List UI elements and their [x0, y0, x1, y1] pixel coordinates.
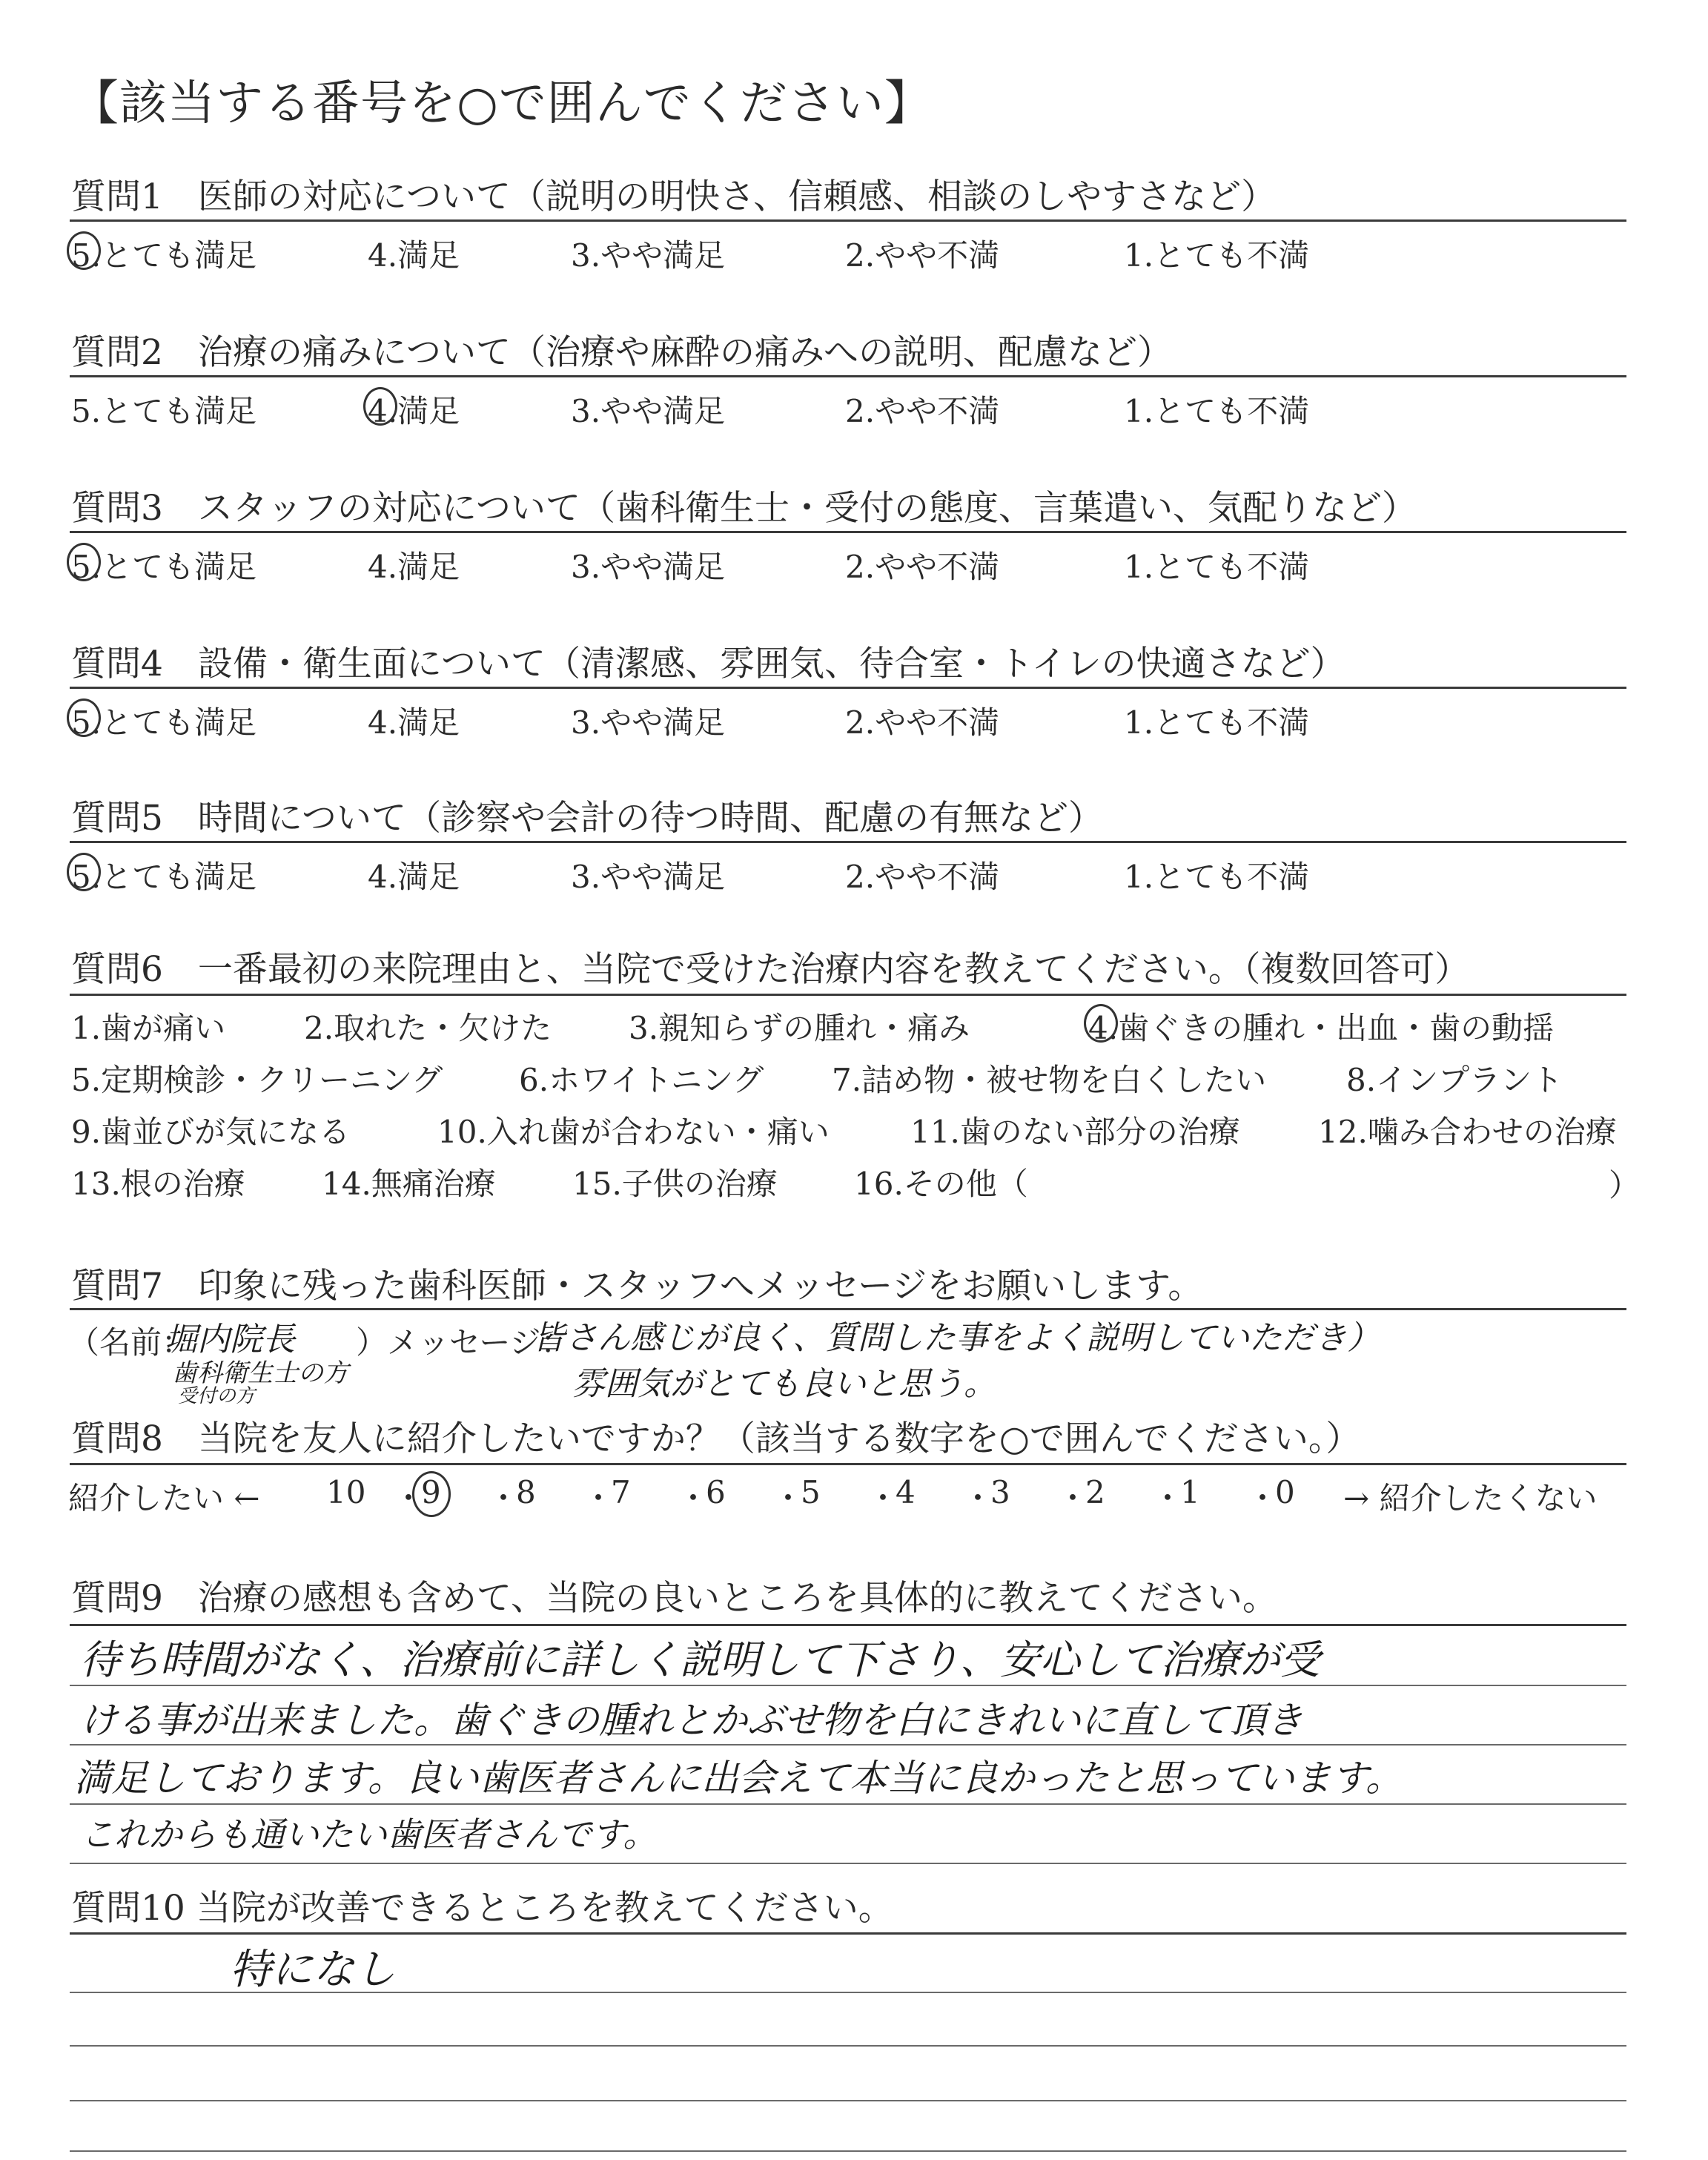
- selection-circle: [67, 543, 101, 581]
- q8-scale-separator: ・: [583, 1480, 615, 1516]
- q6-option-3[interactable]: 3.親知らずの腫れ・痛み: [629, 1010, 970, 1046]
- q8-scale-1[interactable]: 1: [1180, 1474, 1200, 1510]
- q8-scale-separator: ・: [867, 1480, 899, 1516]
- q9-answer-line-1: 待ち時間がなく、治療前に詳しく説明して下さり、安心して治療が受: [80, 1636, 1320, 1683]
- q8-scale-5[interactable]: 5: [801, 1474, 821, 1510]
- q8-scale-separator: ・: [962, 1480, 994, 1516]
- q4-option-1[interactable]: 1.とても不満: [1124, 704, 1310, 741]
- q7-message-line1: 皆さん感じが良く、質問した事をよく説明していただき）: [532, 1319, 1380, 1357]
- q2-heading: 質問2 治療の痛みについて（治療や麻酔の痛みへの説明、配慮など）: [71, 332, 1173, 373]
- q4-option-2[interactable]: 2.やや不満: [845, 704, 1000, 741]
- q10-rule-2: [70, 2045, 1626, 2047]
- q10-rule-4: [70, 2150, 1626, 2152]
- q9-answer-line-4: これからも通いたい歯医者さんです。: [80, 1814, 658, 1855]
- q9-answer-line-3: 満足しております。良い歯医者さんに出会えて本当に良かったと思っています。: [74, 1757, 1403, 1800]
- q10-underline: [70, 1932, 1626, 1935]
- q1-option-2[interactable]: 2.やや不満: [845, 237, 1000, 274]
- q8-right-label: → 紹介したくない: [1343, 1480, 1598, 1516]
- q3-option-1[interactable]: 1.とても不満: [1124, 549, 1310, 585]
- q7-name-value: 堀内院長: [165, 1321, 295, 1358]
- q7-message-label: ）メッセージ：: [356, 1324, 572, 1361]
- q8-scale-7[interactable]: 7: [611, 1474, 631, 1510]
- q1-option-1[interactable]: 1.とても不満: [1124, 237, 1310, 274]
- q8-heading: 質問8 当院を友人に紹介したいですか？（該当する数字を○で囲んでください。）: [71, 1418, 1361, 1459]
- q8-scale-separator: ・: [488, 1480, 520, 1516]
- q8-scale-2[interactable]: 2: [1085, 1474, 1105, 1510]
- q5-option-3[interactable]: 3.やや満足: [571, 859, 726, 895]
- q6-option-4[interactable]: 4.歯ぐきの腫れ・出血・歯の動揺: [1088, 1010, 1555, 1046]
- q5-option-4[interactable]: 4.満足: [368, 859, 460, 895]
- q6-heading: 質問6 一番最初の来院理由と、当院で受けた治療内容を教えてください。（複数回答可）: [71, 949, 1470, 990]
- q8-scale-6[interactable]: 6: [706, 1474, 726, 1510]
- q9-heading: 質問9 治療の感想も含めて、当院の良いところを具体的に教えてください。: [71, 1578, 1277, 1619]
- q1-underline: [70, 219, 1626, 222]
- q8-scale-8[interactable]: 8: [516, 1474, 536, 1510]
- selection-circle: [363, 387, 397, 426]
- q9-answer-line-2: ける事が出来ました。歯ぐきの腫れとかぶせ物を白にきれいに直して頂き: [80, 1699, 1303, 1742]
- q10-rule-1: [70, 1992, 1626, 1993]
- q7-name-value2: 歯科衛生士の方: [172, 1358, 348, 1388]
- selection-circle: [1084, 1004, 1118, 1043]
- q1-option-5[interactable]: 5.とても満足: [71, 237, 257, 274]
- q2-option-3[interactable]: 3.やや満足: [571, 393, 726, 429]
- q6-option-6[interactable]: 6.ホワイトニング: [519, 1062, 764, 1098]
- q4-option-4[interactable]: 4.満足: [368, 704, 460, 741]
- q8-scale-separator: ・: [678, 1480, 709, 1516]
- q1-heading: 質問1 医師の対応について（説明の明快さ、信頼感、相談のしやすさなど）: [71, 176, 1277, 217]
- q4-underline: [70, 687, 1626, 689]
- q8-scale-separator: ・: [393, 1480, 425, 1516]
- q9-underline: [70, 1624, 1626, 1626]
- q8-scale-10[interactable]: 10: [326, 1474, 366, 1510]
- q6-option-7[interactable]: 7.詰め物・被せ物を白くしたい: [832, 1062, 1267, 1098]
- q9-rule-4: [70, 1863, 1626, 1864]
- q4-option-5[interactable]: 5.とても満足: [71, 704, 257, 741]
- q6-option-12[interactable]: 12.噛み合わせの治療: [1318, 1114, 1617, 1150]
- q3-heading: 質問3 スタッフの対応について（歯科衛生士・受付の態度、言葉遣い、気配りなど）: [71, 488, 1417, 529]
- q2-option-1[interactable]: 1.とても不満: [1124, 393, 1310, 429]
- q8-underline: [70, 1463, 1626, 1465]
- q5-heading: 質問5 時間について（診察や会計の待つ時間、配慮の有無など）: [71, 798, 1103, 839]
- q10-rule-3: [70, 2100, 1626, 2101]
- q8-scale-9[interactable]: 9: [421, 1474, 441, 1510]
- q4-heading: 質問4 設備・衛生面について（清潔感、雰囲気、待合室・トイレの快適さなど）: [71, 644, 1345, 684]
- q6-option-14[interactable]: 14.無痛治療: [322, 1166, 496, 1202]
- selection-circle: [412, 1471, 451, 1517]
- q2-option-4[interactable]: 4.満足: [368, 393, 460, 429]
- q3-underline: [70, 531, 1626, 533]
- q3-option-2[interactable]: 2.やや不満: [845, 549, 1000, 585]
- q9-rule-2: [70, 1744, 1626, 1745]
- q5-option-1[interactable]: 1.とても不満: [1124, 859, 1310, 895]
- q2-option-2[interactable]: 2.やや不満: [845, 393, 1000, 429]
- q7-name-label: （名前：: [68, 1324, 193, 1361]
- q6-close-paren: ）: [1609, 1167, 1641, 1203]
- q6-option-1[interactable]: 1.歯が痛い: [71, 1010, 226, 1046]
- q8-scale-separator: ・: [772, 1480, 804, 1516]
- q3-option-5[interactable]: 5.とても満足: [71, 549, 257, 585]
- q8-scale-separator: ・: [1152, 1480, 1184, 1516]
- selection-circle: [67, 853, 101, 891]
- q6-option-5[interactable]: 5.定期検診・クリーニング: [71, 1062, 443, 1098]
- q1-option-3[interactable]: 3.やや満足: [571, 237, 726, 274]
- selection-circle: [67, 231, 101, 270]
- q6-underline: [70, 994, 1626, 996]
- q4-option-3[interactable]: 3.やや満足: [571, 704, 726, 741]
- q7-name-value3: 受付の方: [178, 1385, 256, 1407]
- q3-option-4[interactable]: 4.満足: [368, 549, 460, 585]
- q6-option-2[interactable]: 2.取れた・欠けた: [304, 1010, 552, 1046]
- q10-heading: 質問10 当院が改善できるところを教えてください。: [71, 1888, 893, 1929]
- q5-underline: [70, 841, 1626, 843]
- selection-circle: [67, 698, 101, 737]
- q8-scale-4[interactable]: 4: [896, 1474, 916, 1510]
- q7-underline: [70, 1308, 1626, 1310]
- q6-option-15[interactable]: 15.子供の治療: [572, 1166, 778, 1202]
- q8-scale-separator: ・: [1247, 1480, 1279, 1516]
- q10-answer: 特になし: [230, 1946, 396, 1994]
- q6-option-16[interactable]: 16.その他（: [854, 1166, 1028, 1202]
- form-title: 【該当する番号を○で囲んでください】: [71, 76, 933, 131]
- q2-option-5[interactable]: 5.とても満足: [71, 393, 257, 429]
- q8-left-label: 紹介したい ←: [68, 1480, 260, 1516]
- q8-scale-separator: ・: [1057, 1480, 1089, 1516]
- q6-option-11[interactable]: 11.歯のない部分の治療: [910, 1114, 1240, 1150]
- q6-option-8[interactable]: 8.インプラント: [1346, 1062, 1563, 1098]
- q5-option-5[interactable]: 5.とても満足: [71, 859, 257, 895]
- q6-option-10[interactable]: 10.入れ歯が合わない・痛い: [437, 1114, 830, 1150]
- q2-underline: [70, 375, 1626, 377]
- q7-heading: 質問7 印象に残った歯科医師・スタッフへメッセージをお願いします。: [71, 1266, 1203, 1307]
- q1-option-4[interactable]: 4.満足: [368, 237, 460, 274]
- q7-message-line2: 雰囲気がとても良いと思う。: [572, 1365, 996, 1403]
- q9-rule-3: [70, 1803, 1626, 1805]
- q5-option-2[interactable]: 2.やや不満: [845, 859, 1000, 895]
- q8-scale-0[interactable]: 0: [1275, 1474, 1295, 1510]
- q8-scale-3[interactable]: 3: [990, 1474, 1010, 1510]
- q3-option-3[interactable]: 3.やや満足: [571, 549, 726, 585]
- q6-option-13[interactable]: 13.根の治療: [71, 1166, 245, 1202]
- q6-option-9[interactable]: 9.歯並びが気になる: [71, 1114, 351, 1150]
